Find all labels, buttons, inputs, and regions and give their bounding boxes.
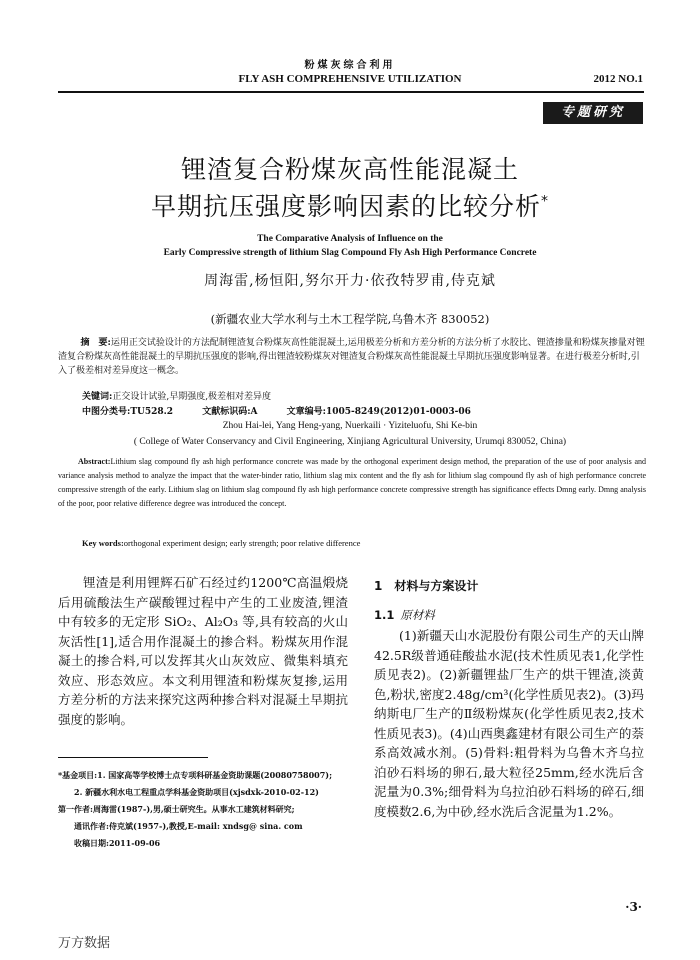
section-1-1-number: 1.1 <box>374 608 395 622</box>
authors-cn: 周海雷,杨恒阳,努尔开力·依孜特罗甫,侍克斌 <box>204 273 496 289</box>
affiliation-cn: (新疆农业大学水利与土木工程学院,乌鲁木齐 830052) <box>210 312 490 326</box>
keywords-cn-label: 关键词: <box>82 392 113 402</box>
issue-label: 2012 NO.1 <box>593 73 643 85</box>
abstract-cn-text: 运用正交试验设计的方法配制锂渣复合粉煤灰高性能混凝土,运用极差分析和方差分析的方法分析了水胶比、锂渣掺量和粉煤灰掺量对锂渣复合粉煤灰高性能混凝土的早期抗压强度的影响,得出锂渣较粉煤灰对锂渣复合粉煤灰高性能混凝土早期抗压强度影响显著。在进行极差分析时,引入了极差相对差异度这一概念。 <box>58 338 645 376</box>
materials-paragraph: (1)新疆天山水泥股份有限公司生产的天山牌42.5R级普通硅酸盐水泥(技术性质见表1,化学性质见表2)。(2)新疆锂盐厂生产的烘干锂渣,淡黄色,粉状,密度2.48g/cm³(化学性质见表2)。(3)玛纳斯电厂生产的Ⅱ级粉煤灰(化学性质见表2,技术性质见表3)。(4)山西奥鑫建材有限公司生产的萘系高效减水剂。(5)骨料:粗骨料为乌鲁木齐乌拉泊砂石料场的卵石,最大粒径25mm,经水洗后含泥量为0.3%;细骨料为乌拉泊砂石料场的碎石,细度模数2.6,为中砂,经水洗后含泥量为1.2%。 <box>374 628 644 819</box>
journal-name-cn: 粉煤灰综合利用 <box>304 60 396 71</box>
keywords-cn-text: 正交设计试验,早期强度,极差相对差异度 <box>112 392 272 402</box>
keywords-en-text: orthogonal experiment design; early strength; poor relative difference <box>123 538 361 548</box>
title-footnote-mark: * <box>541 193 549 210</box>
title-en-line1: The Comparative Analysis of Influence on the <box>257 234 443 244</box>
keywords-en-label: Key words: <box>82 538 124 548</box>
authors-en: Zhou Hai-lei, Yang Heng-yang, Nuerkaili · Yiziteluofu, Shi Ke-bin <box>222 421 478 431</box>
title-cn-line2 <box>0 187 700 223</box>
footnote-divider <box>58 757 208 758</box>
footnote-received-date: 收稿日期:2011-09-06 <box>74 838 161 848</box>
document-code: 文献标识码:A <box>202 407 258 417</box>
title-cn-line2-text: 早期抗压强度影响因素的比较分析 <box>150 192 541 221</box>
keywords-en <box>82 538 360 548</box>
footnote-contact: 通讯作者:侍克斌(1957-),教授,E-mail: xndsg@ sina. com <box>74 821 303 831</box>
footnote-first-author: 第一作者:周海雷(1987-),男,硕士研究生。从事水工建筑材料研究; <box>58 804 295 814</box>
abstract-en <box>58 455 646 511</box>
section-1-1-title: 原材料 <box>400 608 435 622</box>
footnote-fund-2: 2. 新疆水利水电工程重点学科基金资助项目(xjsdxk-2010-02-12) <box>74 787 319 797</box>
footnotes <box>58 767 348 852</box>
section-heading-1: 1 材料与方案设计 <box>374 579 479 593</box>
watermark: 万方数据 <box>58 936 111 951</box>
title-en-line2: Early Compressive strength of lithium Slag Compound Fly Ash High Performance Concrete <box>163 248 537 258</box>
section-heading-1-1 <box>374 607 435 623</box>
header-divider <box>58 91 644 93</box>
abstract-cn-label: 摘 要: <box>80 338 111 348</box>
intro-paragraph: 锂渣是利用锂辉石矿石经过约1200℃高温煅烧后用硫酸法生产碳酸锂过程中产生的工业废渣,锂渣中有较多的无定形 SiO₂、Al₂O₃ 等,具有较高的火山灰活性[1],适合用作混凝土的掺合料。粉煤灰用作混凝土的掺合料,可以发挥其火山灰效应、微集料填充效应、形态效应。本文利用锂渣和粉煤灰复掺,运用方差分析的方法来探究这两种掺合料对混凝土早期抗强度的影响。 <box>58 575 348 727</box>
abstract-cn <box>58 336 646 378</box>
clc-number: 中图分类号:TU528.2 <box>82 407 174 417</box>
page-number: ·3· <box>625 900 642 914</box>
footnote-fund-1: *基金项目:1. 国家高等学校博士点专项科研基金资助课题(20080758007); <box>58 770 333 780</box>
abstract-en-text: Lithium slag compound fly ash high performance concrete was made by the orthogonal experiment design method, the preparation of the use of poor analysis and variance analysis method to analyze the impact that the water-binder ratio, lithium slag mix content and the fly ash for lithium slag compound fly ash of high performance concrete compressive strength of the early. Lithium slag on lithium slag compound fly ash high performance concrete compressive strength has significance effects Dmng early. Dmng analysis of the poor, poor relative difference degree was introduced the concept. <box>58 457 646 508</box>
article-number: 文章编号:1005-8249(2012)01-0003-06 <box>286 407 471 417</box>
affiliation-en: ( College of Water Conservancy and Civil Engineering, Xinjiang Agricultural University, Urumqi 830052, China) <box>133 437 567 447</box>
abstract-en-label: Abstract: <box>78 457 111 466</box>
title-cn-line1: 锂渣复合粉煤灰高性能混凝土 <box>180 155 519 184</box>
keywords-cn <box>82 390 271 404</box>
journal-name-en: FLY ASH COMPREHENSIVE UTILIZATION <box>238 73 462 85</box>
classification-row <box>82 405 642 419</box>
column-badge: 专题研究 <box>543 102 643 124</box>
